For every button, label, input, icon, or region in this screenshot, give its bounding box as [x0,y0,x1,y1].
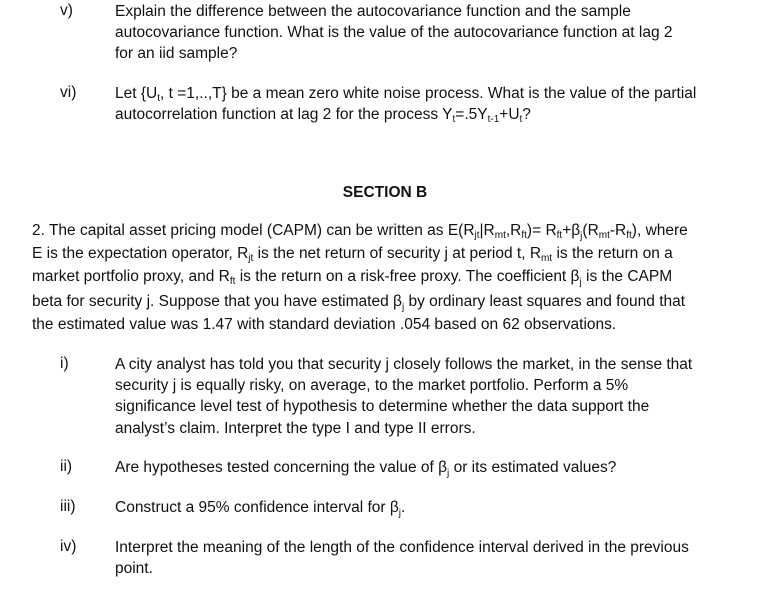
question-number: ii) [60,458,73,475]
question-text-line: Are hypotheses tested concerning the value of $\beta_j$ or its estimated values? [115,459,617,479]
paragraph-line: beta for security j. Suppose that you have estimated $\beta_j$ by ordinary least squares and found that [32,293,686,313]
question-text-line: A city analyst has told you that security j closely follows the market, in the sense that [115,356,693,373]
question-text-line: Let {$U_t$, t =1,..,T} be a mean zero white noise process. What is the value of the partial [115,85,697,104]
question-text-line: autocovariance function. What is the value of the autocovariance function at lag 2 [115,24,673,41]
paragraph-line: 2. The capital asset pricing model (CAPM) can be written as $E(R_{jt}|R_{mt},R_{ft})= R_{ft}+\beta_j(R_{mt}-R_{ft})$, where [32,222,688,242]
paragraph-line: the estimated value was 1.47 with standard deviation .054 based on 62 observations. [32,316,617,333]
question-text-line: Interpret the meaning of the length of the confidence interval derived in the previous [115,539,689,556]
question-number: iv) [60,538,77,555]
question-text-line: Construct a 95% confidence interval for $\beta_j$. [115,499,406,519]
question-number: v) [60,2,73,19]
question-text-line: autocorrelation function at lag 2 for the process $Y_t=.5Y_{t-1}+U_t$? [115,106,531,125]
question-text-line: point. [115,560,153,577]
section-heading: SECTION B [342,184,428,201]
question-number: iii) [60,498,76,515]
question-text-line: security j is equally risky, on average, to the market portfolio. Perform a 5% [115,377,629,394]
question-number: i) [60,355,69,372]
question-text-line: Explain the difference between the autocovariance function and the sample [115,3,631,20]
question-text-line: for an iid sample? [115,45,238,62]
paragraph-line: E is the expectation operator, $R_{jt}$ is the net return of security j at period t, $R_{mt}$ is the return on a [32,245,673,264]
question-number: vi) [60,84,77,101]
paragraph-line: market portfolio proxy, and $R_{ft}$ is the return on a risk-free proxy. The coefficient $\beta_j$ is the CAPM [32,268,673,288]
question-text-line: significance level test of hypothesis to determine whether the data support the [115,398,650,415]
question-text-line: analyst’s claim. Interpret the type I and type II errors. [115,420,476,437]
